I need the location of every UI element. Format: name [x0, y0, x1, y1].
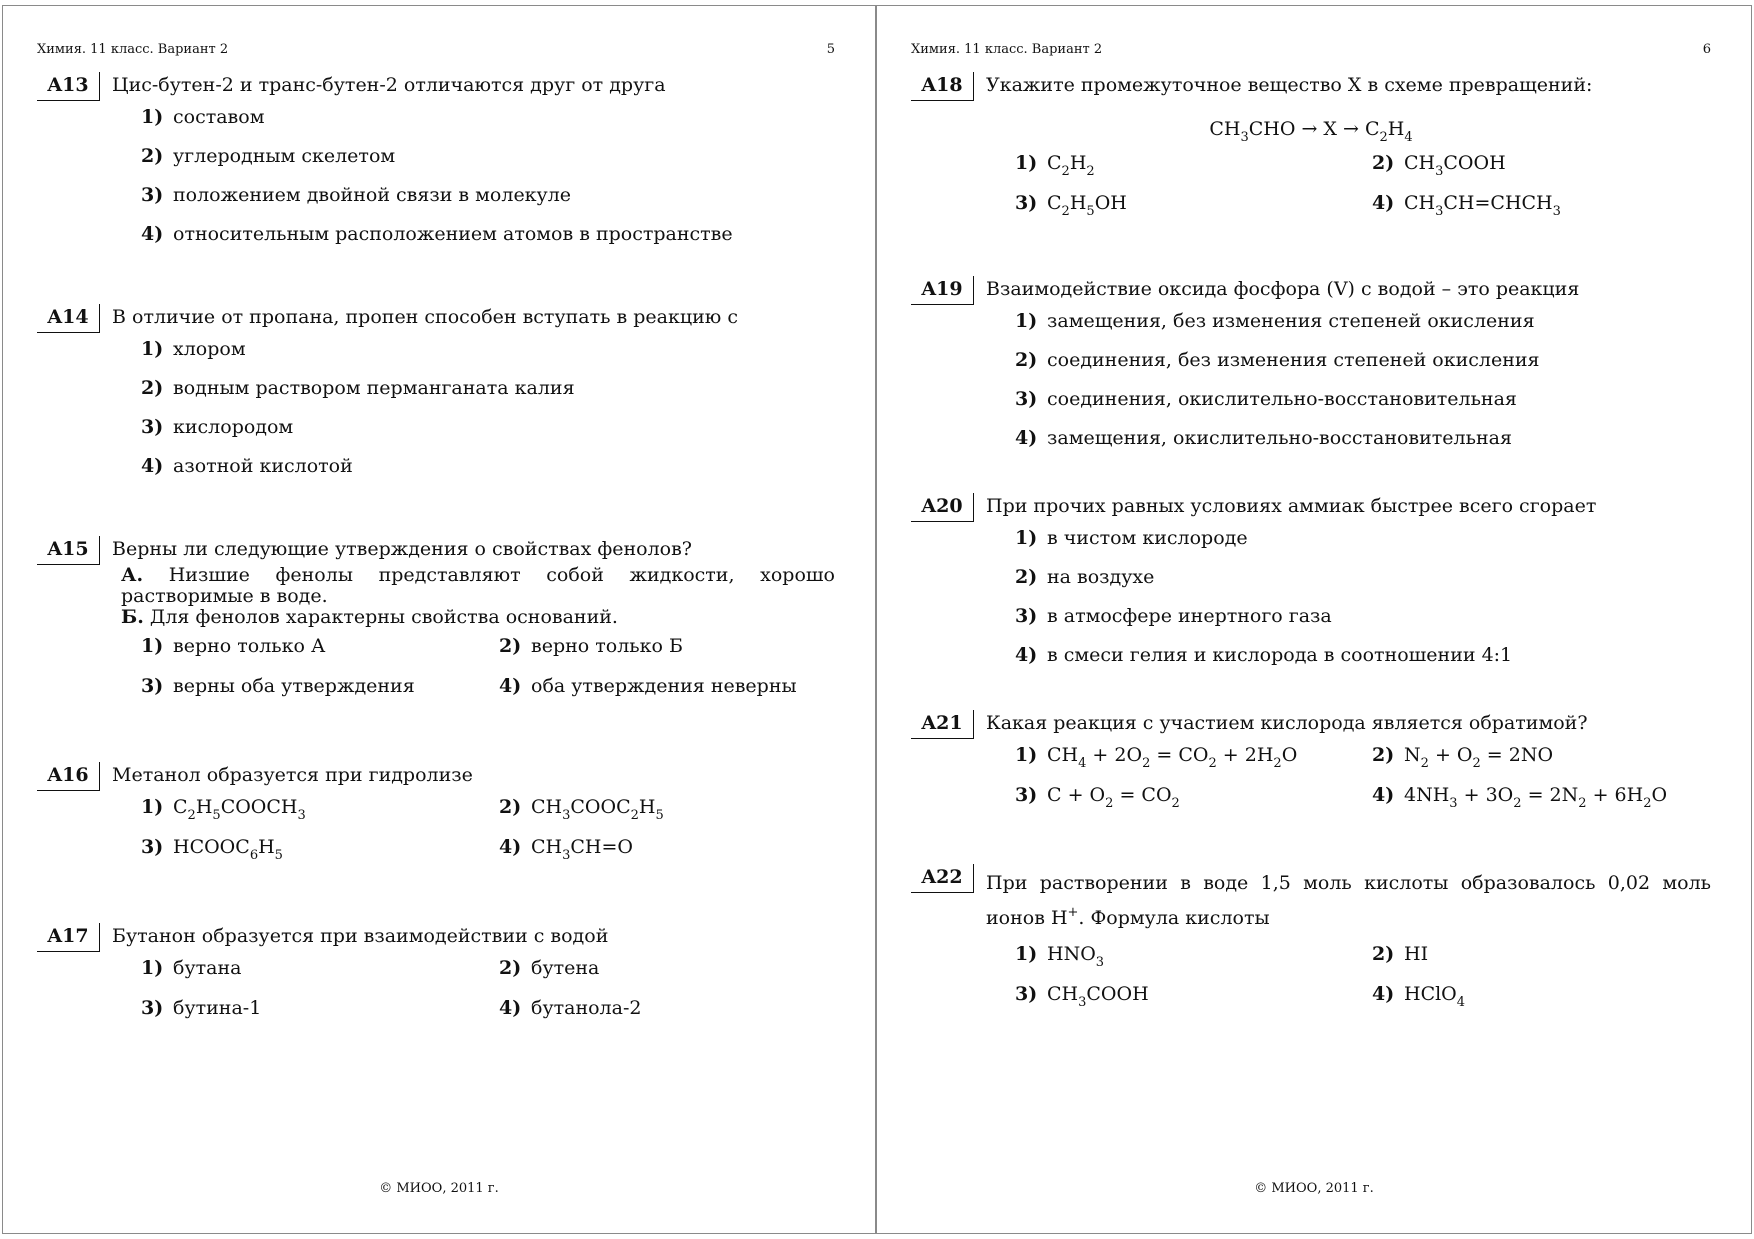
answer-option[interactable]: 4) $CH_3CH=CHCH_3$ — [1372, 192, 1561, 219]
question-text: Бутанон образуется при взаимодействии с водой — [112, 925, 609, 947]
transformation-scheme: $CH_3CHO \to X \to C_2H_4$ — [1209, 118, 1413, 145]
formula: $HNO_3$ — [1047, 943, 1105, 970]
answer-option[interactable]: 4) $4NH_3 + 3O_2 = 2N_2 + 6H_2O$ — [1372, 784, 1668, 811]
formula: $CH_3CH=O$ — [531, 836, 633, 863]
answer-option[interactable]: 3) бутина-1 — [141, 997, 262, 1019]
answer-option[interactable]: 3) $HCOOC_6H_5$ — [141, 836, 283, 863]
formula: $HCOOC_6H_5$ — [173, 836, 283, 863]
question-id: A18 — [911, 72, 974, 101]
question-text: В отличие от пропана, пропен способен вступать в реакцию с — [112, 306, 738, 328]
question-a22 — [911, 864, 1711, 1022]
page-5 — [2, 5, 876, 1234]
formula: $CH_3COOH$ — [1404, 152, 1506, 179]
formula: $CH_3CH=CHCH_3$ — [1404, 192, 1561, 219]
answer-option[interactable]: 2) $CH_3COOH$ — [1372, 152, 1506, 179]
formula: HClO$_4$ — [1404, 983, 1466, 1010]
question-a13 — [37, 72, 835, 261]
statement-a: А. Низшие фенолы представляют собой жидкости, хорошо растворимые в воде. — [121, 564, 835, 607]
question-text: Цис-бутен-2 и транс-бутен-2 отличаются друг от друга — [112, 74, 666, 96]
answer-option[interactable]: 1) $C_2H_2$ — [1015, 152, 1095, 179]
answer-option[interactable]: 3) $CH_3COOH$ — [1015, 983, 1149, 1010]
formula: $CH_3COOC_2H_5$ — [531, 796, 664, 823]
page-footer: © МИОО, 2011 г. — [1254, 1181, 1374, 1196]
answer-option[interactable]: 1) в чистом кислороде — [1015, 527, 1248, 549]
answer-option[interactable]: 1) составом — [141, 106, 265, 128]
answer-option[interactable]: 3) $C_2H_5OH$ — [1015, 192, 1127, 219]
page-number: 6 — [1702, 42, 1711, 57]
question-text: Взаимодействие оксида фосфора (V) с водой – это реакция — [986, 278, 1580, 300]
formula: $C_2H_2$ — [1047, 152, 1095, 179]
answer-option[interactable]: 1) замещения, без изменения степеней окисления — [1015, 310, 1535, 332]
answer-option[interactable]: 1) $C_2H_5COOCH_3$ — [141, 796, 306, 823]
page-header-title: Химия. 11 класс. Вариант 2 — [37, 42, 229, 57]
question-text: При растворении в воде 1,5 моль кислоты образовалось 0,02 моль ионов H+. Формула кислоты — [986, 872, 1711, 929]
answer-option[interactable]: 2) на воздухе — [1015, 566, 1155, 588]
question-text: Какая реакция с участием кислорода является обратимой? — [986, 712, 1588, 734]
answer-option[interactable]: 1) $HNO_3$ — [1015, 943, 1105, 970]
answer-option[interactable]: 2) $N_2 + O_2 = 2NO$ — [1372, 744, 1554, 771]
question-id: A16 — [37, 762, 100, 791]
question-text: Метанол образуется при гидролизе — [112, 764, 473, 786]
formula: $4NH_3 + 3O_2 = 2N_2 + 6H_2O$ — [1404, 784, 1668, 811]
page-footer: © МИОО, 2011 г. — [379, 1181, 499, 1196]
question-id: A14 — [37, 304, 100, 333]
page-6 — [876, 5, 1752, 1234]
question-id: A17 — [37, 923, 100, 952]
question-id: A22 — [911, 864, 974, 893]
formula: $C_2H_5OH$ — [1047, 192, 1127, 219]
answer-option[interactable]: 4) в смеси гелия и кислорода в соотношении 4:1 — [1015, 644, 1513, 666]
answer-option[interactable]: 4) азотной кислотой — [141, 455, 353, 477]
answer-option[interactable]: 2) бутена — [499, 957, 600, 979]
question-a19 — [911, 276, 1711, 465]
answer-option[interactable]: 2) $CH_3COOC_2H_5$ — [499, 796, 664, 823]
answer-option[interactable]: 4) оба утверждения неверны — [499, 675, 797, 697]
answer-option[interactable]: 4) замещения, окислительно-восстановительная — [1015, 427, 1512, 449]
page-header-title: Химия. 11 класс. Вариант 2 — [911, 42, 1103, 57]
question-id: A20 — [911, 493, 974, 522]
question-text: Укажите промежуточное вещество X в схеме превращений: — [986, 74, 1593, 96]
question-a15 — [37, 536, 835, 714]
formula: $CH_3COOH$ — [1047, 983, 1149, 1010]
answer-option[interactable]: 4) относительным расположением атомов в пространстве — [141, 223, 733, 245]
question-text: Верны ли следующие утверждения о свойствах фенолов? — [112, 538, 692, 560]
question-a16 — [37, 762, 835, 875]
answer-option[interactable]: 2) углеродным скелетом — [141, 145, 396, 167]
answer-option[interactable]: 3) в атмосфере инертного газа — [1015, 605, 1332, 627]
answer-option[interactable]: 2) соединения, без изменения степеней окисления — [1015, 349, 1540, 371]
answer-option[interactable]: 1) хлором — [141, 338, 246, 360]
question-id: A19 — [911, 276, 974, 305]
question-id: A13 — [37, 72, 100, 101]
question-text: При прочих равных условиях аммиак быстрее всего сгорает — [986, 495, 1597, 517]
formula: $CH_4 + 2O_2 = CO_2 + 2H_2O$ — [1047, 744, 1298, 771]
question-a21 — [911, 710, 1711, 823]
question-id: A15 — [37, 536, 100, 565]
formula: HI — [1404, 943, 1429, 965]
statement-b: Б. Для фенолов характерны свойства оснований. — [121, 606, 618, 628]
answer-option[interactable]: 3) верны оба утверждения — [141, 675, 415, 697]
page-number: 5 — [826, 42, 835, 57]
answer-option[interactable]: 1) $CH_4 + 2O_2 = CO_2 + 2H_2O$ — [1015, 744, 1298, 771]
formula: $N_2 + O_2 = 2NO$ — [1404, 744, 1554, 771]
answer-option[interactable]: 3) $C + O_2 = CO_2$ — [1015, 784, 1180, 811]
question-id: A21 — [911, 710, 974, 739]
question-a20 — [911, 493, 1711, 682]
answer-option[interactable]: 2) верно только Б — [499, 635, 683, 657]
formula: $C + O_2 = CO_2$ — [1047, 784, 1180, 811]
formula: $C_2H_5COOCH_3$ — [173, 796, 306, 823]
answer-option[interactable]: 3) кислородом — [141, 416, 294, 438]
answer-option[interactable]: 2) HI — [1372, 943, 1429, 965]
question-a17 — [37, 923, 835, 1036]
answer-option[interactable]: 3) соединения, окислительно-восстановительная — [1015, 388, 1517, 410]
answer-option[interactable]: 4) бутанола-2 — [499, 997, 642, 1019]
answer-option[interactable]: 1) бутана — [141, 957, 242, 979]
answer-option[interactable]: 4) $CH_3CH=O$ — [499, 836, 633, 863]
question-a14 — [37, 304, 835, 493]
answer-option[interactable]: 4) HClO$_4$ — [1372, 983, 1466, 1010]
question-a18 — [911, 72, 1711, 231]
answer-option[interactable]: 2) водным раствором перманганата калия — [141, 377, 575, 399]
answer-option[interactable]: 1) верно только А — [141, 635, 326, 657]
answer-option[interactable]: 3) положением двойной связи в молекуле — [141, 184, 572, 206]
